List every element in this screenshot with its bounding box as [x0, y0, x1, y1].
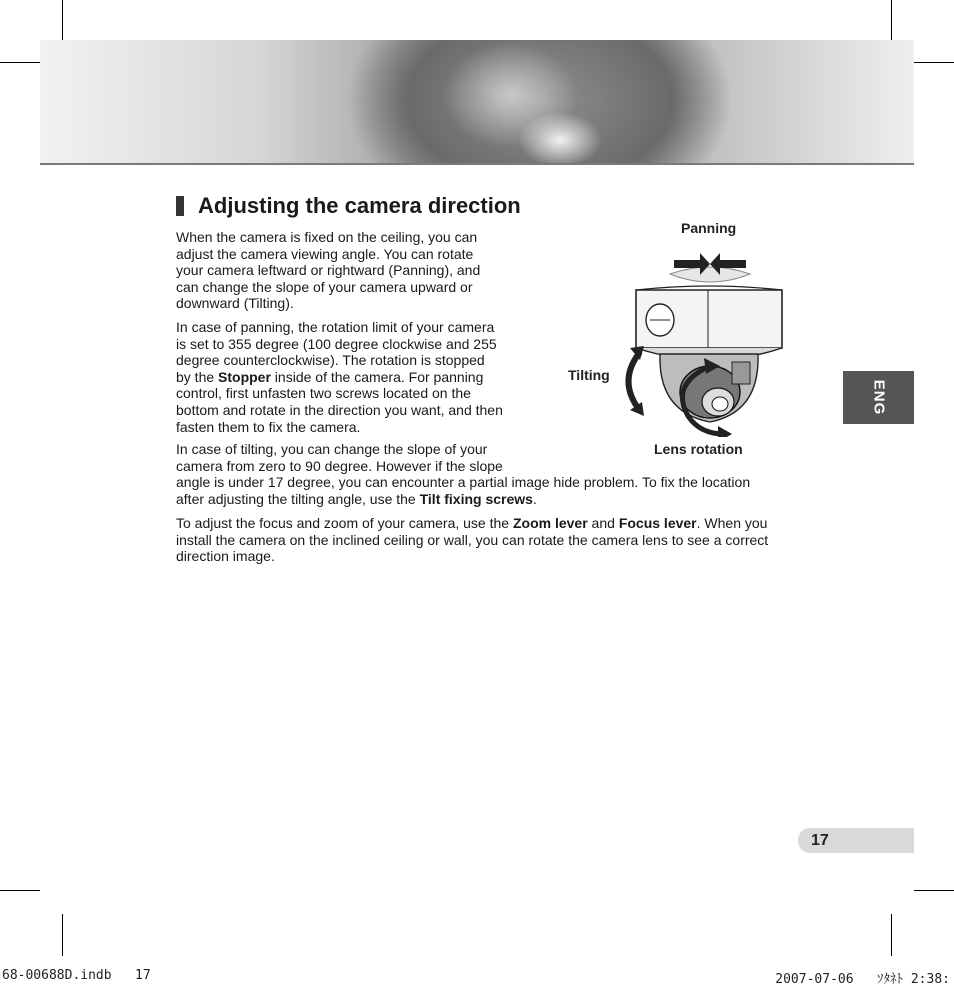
text-line: your camera leftward or rightward (Panning), and — [176, 262, 481, 279]
text-line: control, first unfasten two screws located on the — [176, 385, 471, 402]
label-panning: Panning — [681, 220, 737, 236]
camera-housing-icon — [636, 286, 782, 360]
text-line: direction image. — [176, 548, 275, 565]
text-run: inside of the camera. For panning — [270, 368, 484, 385]
page-number: 17 — [798, 828, 914, 853]
paragraph-intro — [176, 229, 480, 312]
crop-mark — [891, 0, 892, 40]
text-run: after adjusting the tilting angle, use the — [176, 490, 420, 507]
panning-arrows-icon — [670, 253, 750, 282]
title-bullet-icon — [176, 196, 184, 216]
section-title-text: Adjusting the camera direction — [198, 193, 521, 218]
section-title — [176, 192, 521, 220]
text-run: . — [532, 490, 537, 507]
crop-mark — [62, 914, 63, 956]
text-run: . When you — [696, 515, 768, 531]
label-tilting: Tilting — [568, 367, 610, 383]
crop-mark — [914, 890, 954, 891]
language-tab — [843, 371, 914, 424]
crop-mark — [62, 0, 63, 40]
text-line: When the camera is fixed on the ceiling, you can — [176, 229, 478, 245]
header-banner-image — [40, 40, 914, 165]
text-line — [176, 369, 503, 386]
text-line: In case of panning, the rotation limit of your camera — [176, 319, 495, 335]
text-line: fasten them to fix the camera. — [176, 418, 361, 435]
crop-mark — [891, 914, 892, 956]
text-run: and — [587, 515, 619, 531]
camera-direction-figure — [560, 212, 820, 462]
text-line — [176, 491, 750, 508]
tilting-arrow-icon — [628, 346, 644, 416]
text-line: bottom and rotate in the direction you want, and then — [176, 401, 503, 418]
text-line — [176, 515, 768, 532]
text-run: by the — [176, 368, 219, 385]
paragraph-panning — [176, 319, 503, 435]
paragraph-focus-zoom — [176, 515, 768, 565]
crop-mark — [914, 62, 954, 63]
term-stopper: Stopper — [218, 368, 271, 385]
text-line: adjust the camera viewing angle. You can rotate — [176, 245, 474, 262]
text-line: In case of tilting, you can change the slope of your — [176, 441, 488, 457]
text-line: camera from zero to 90 degree. However if the slope — [176, 457, 503, 474]
camera-illustration — [560, 212, 820, 437]
text-run: To adjust the focus and zoom of your camera, use the — [176, 515, 513, 531]
term-tilt-fixing-screws: Tilt fixing screws — [419, 490, 533, 507]
text-line: install the camera on the inclined ceiling or wall, you can rotate the camera lens to see a correct — [176, 531, 769, 548]
print-slug-right: 2007-07-06 ｿﾀﾈﾄ 2:38: — [775, 972, 950, 987]
crop-mark — [0, 62, 40, 63]
text-line: degree counterclockwise). The rotation is stopped — [176, 352, 485, 369]
text-line: can change the slope of your camera upward or — [176, 278, 473, 295]
language-tab-label: ENG — [869, 379, 887, 416]
text-line: angle is under 17 degree, you can encounter a partial image hide problem. To fix the location — [176, 474, 751, 491]
crop-mark — [0, 890, 40, 891]
term-zoom-lever: Zoom lever — [512, 515, 588, 531]
print-slug-left: 68-00688D.indb 17 — [2, 968, 151, 983]
text-line: is set to 355 degree (100 degree clockwise and 255 — [176, 335, 497, 352]
term-focus-lever: Focus lever — [618, 515, 697, 531]
text-line: downward (Tilting). — [176, 295, 294, 312]
label-lens-rotation: Lens rotation — [654, 441, 743, 457]
